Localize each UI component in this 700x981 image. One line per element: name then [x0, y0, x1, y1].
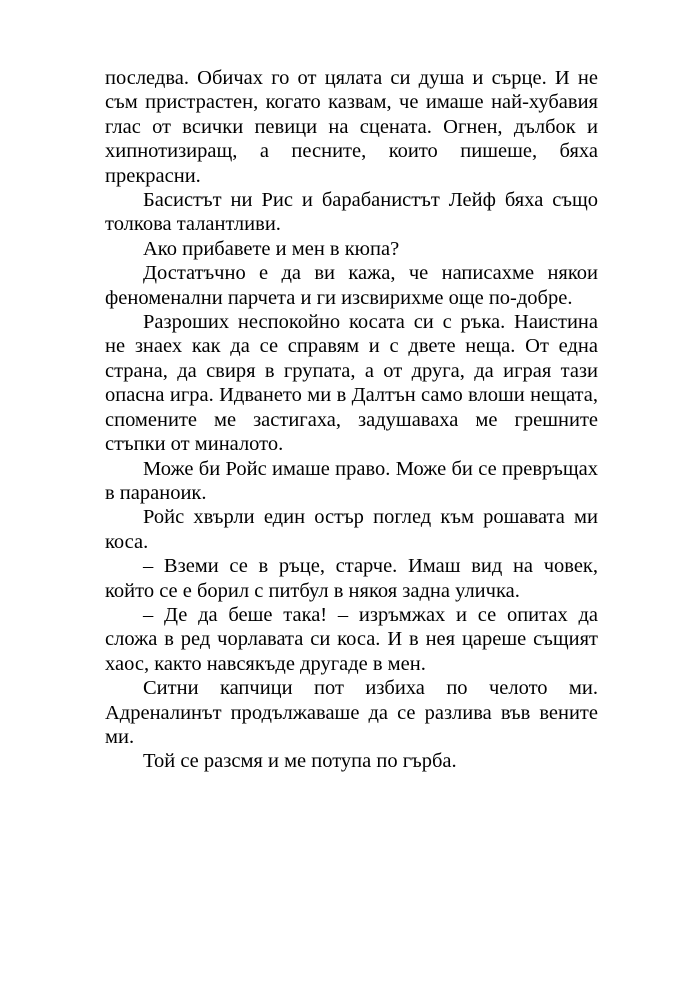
paragraph: Ройс хвърли един остър поглед към рошавата ми коса.: [105, 506, 598, 553]
paragraph: Ако прибавете и мен в кюпа?: [143, 237, 400, 260]
paragraph: – Вземи се в ръце, старче. Имаш вид на човек, който се е борил с питбул в някоя задна уличка.: [105, 555, 598, 602]
paragraph: Той се разсмя и ме потупа по гърба.: [143, 750, 457, 773]
paragraph: Разроших неспокойно косата си с ръка. Наистина не знаех как да се справям и с двете неща. От една страна, да свиря в групата, а от друга, да играя тази опасна игра. Идването ми в Далтън само влоши нещата, спомените ме застигаха, задушаваха ме грешните стъпки от миналото.: [105, 311, 598, 456]
paragraph: Може би Ройс имаше право. Може би се превръщах в параноик.: [105, 457, 598, 504]
paragraph: – Де да беше така! – изръмжах и се опитах да сложа в ред чорлавата си коса. И в нея цареше същият хаос, както навсякъде другаде в мен.: [105, 603, 598, 675]
paragraph: последва. Обичах го от цялата си душа и сърце. И не съм пристрастен, когато казвам, че имаше най-хубавия глас от всички певици на сцената. Огнен, дълбок и хипнотизиращ, а песните, които пишеше, бяха прекрасни.: [105, 67, 598, 187]
paragraph: Басистът ни Рис и барабанистът Лейф бяха също толкова талантливи.: [105, 189, 598, 236]
paragraph: Ситни капчици пот избиха по челото ми. Адреналинът продължаваше да се разлива във вените ми.: [105, 677, 598, 748]
paragraph: Достатъчно е да ви кажа, че написахме някои феноменални парчета и ги изсвирихме още по-добре.: [105, 262, 598, 309]
page-text: [105, 66, 598, 774]
